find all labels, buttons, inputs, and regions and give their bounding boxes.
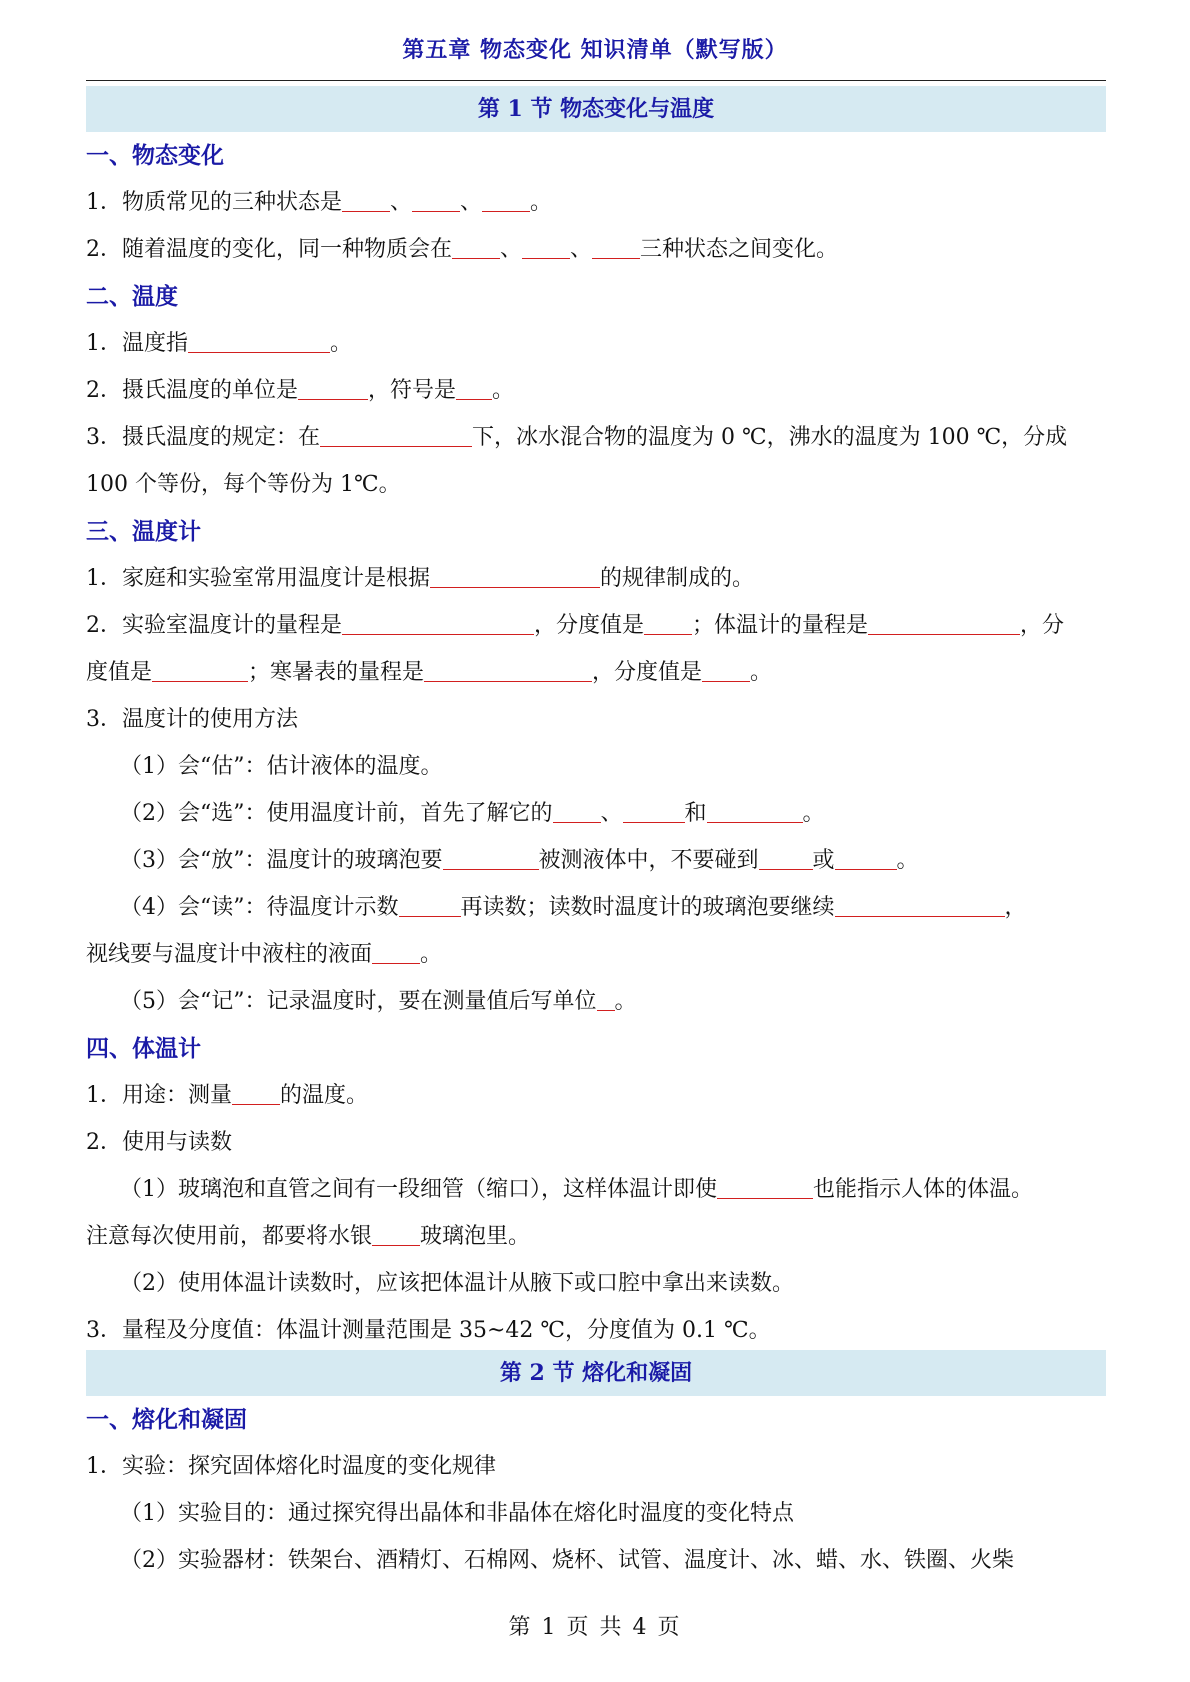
blank[interactable]	[522, 234, 570, 259]
line-temp-def: 1．温度指 。	[86, 320, 1106, 367]
line-usage-4: （4）会“读”：待温度计示数 再读数；读数时温度计的玻璃泡要继续 ，	[86, 884, 1106, 931]
line-state-change: 2．随着温度的变化，同一种物质会在 、 、 三种状态之间变化。	[86, 226, 1106, 273]
blank[interactable]	[298, 375, 368, 400]
heading-melting: 一、熔化和凝固	[86, 1406, 247, 1433]
blank[interactable]	[707, 798, 803, 823]
blank[interactable]	[702, 657, 750, 682]
blank[interactable]	[188, 328, 330, 353]
section-band-1: 第 1 节 物态变化与温度	[86, 86, 1106, 132]
line-usage-1: （1）会“估”：估计液体的温度。	[120, 754, 443, 779]
document-title: 第五章 物态变化 知识清单（默写版）	[402, 37, 788, 63]
blank[interactable]	[443, 845, 539, 870]
section-2-content	[86, 1396, 1106, 1584]
blank[interactable]	[644, 610, 692, 635]
line-celsius-unit: 2．摄氏温度的单位是 ，符号是 。	[86, 367, 1106, 414]
blank[interactable]	[232, 1080, 280, 1105]
blank[interactable]	[152, 657, 248, 682]
blank[interactable]	[835, 892, 1005, 917]
section-band-2: 第 2 节 熔化和凝固	[86, 1350, 1106, 1396]
line-usage-5: （5）会“记”：记录温度时，要在测量值后写单位 。	[86, 978, 1106, 1025]
blank[interactable]	[482, 187, 530, 212]
blank[interactable]	[592, 234, 640, 259]
heading-thermometer: 三、温度计	[86, 518, 201, 545]
line-usage-4-cont: 视线要与温度计中液柱的液面 。	[86, 931, 1106, 978]
line-experiment: 1．实验：探究固体熔化时温度的变化规律	[86, 1454, 496, 1479]
line-usage-2: （2）会“选”：使用温度计前，首先了解它的 、 和 。	[86, 790, 1106, 837]
line-usage-3: （3）会“放”：温度计的玻璃泡要 被测液体中，不要碰到 或 。	[86, 837, 1106, 884]
blank[interactable]	[835, 845, 897, 870]
line-clinical-1: （1）玻璃泡和直管之间有一段细管（缩口），这样体温计即使 也能指示人体的体温。	[86, 1166, 1106, 1213]
line-range-a: 2．实验室温度计的量程是 ，分度值是 ；体温计的量程是 ，分	[86, 602, 1106, 649]
blank[interactable]	[868, 610, 1020, 635]
line-usage: 3．温度计的使用方法	[86, 707, 298, 732]
blank[interactable]	[372, 939, 420, 964]
section-1-content	[86, 132, 1106, 1354]
heading-states: 一、物态变化	[86, 142, 224, 169]
line-clinical-2: （2）使用体温计读数时，应该把体温计从腋下或口腔中拿出来读数。	[120, 1271, 794, 1296]
line-celsius-rule-cont: 100 个等份，每个等份为 1℃。	[86, 472, 401, 497]
line-clinical-range: 3．量程及分度值：体温计测量范围是 35~42 ℃，分度值为 0.1 ℃。	[86, 1318, 771, 1343]
line-clinical-1-cont: 注意每次使用前，都要将水银 玻璃泡里。	[86, 1213, 1106, 1260]
blank[interactable]	[456, 375, 492, 400]
line-three-states: 1．物质常见的三种状态是 、 、 。	[86, 179, 1106, 226]
line-clinical-use: 1．用途：测量 的温度。	[86, 1072, 1106, 1119]
blank[interactable]	[342, 187, 390, 212]
line-experiment-equipment: （2）实验器材：铁架台、酒精灯、石棉网、烧杯、试管、温度计、冰、蜡、水、铁圈、火柴	[120, 1548, 1015, 1573]
title-divider	[86, 80, 1106, 81]
line-celsius-rule: 3．摄氏温度的规定：在 下，冰水混合物的温度为 0 ℃，沸水的温度为 100 ℃，分成	[86, 414, 1106, 461]
blank[interactable]	[320, 422, 472, 447]
blank[interactable]	[399, 892, 461, 917]
blank[interactable]	[623, 798, 685, 823]
blank[interactable]	[717, 1174, 813, 1199]
blank[interactable]	[759, 845, 813, 870]
heading-clinical-thermometer: 四、体温计	[86, 1035, 201, 1062]
blank[interactable]	[412, 187, 460, 212]
line-experiment-goal: （1）实验目的：通过探究得出晶体和非晶体在熔化时温度的变化特点	[120, 1501, 794, 1526]
blank[interactable]	[452, 234, 500, 259]
blank[interactable]	[372, 1221, 420, 1246]
line-range-b: 度值是 ；寒暑表的量程是 ，分度值是 。	[86, 649, 1106, 696]
heading-temperature: 二、温度	[86, 283, 178, 310]
blank[interactable]	[553, 798, 601, 823]
page-footer: 第 1 页 共 4 页	[508, 1615, 682, 1640]
blank[interactable]	[342, 610, 534, 635]
line-clinical-reading: 2．使用与读数	[86, 1130, 232, 1155]
line-thermometer-principle: 1．家庭和实验室常用温度计是根据 的规律制成的。	[86, 555, 1106, 602]
blank[interactable]	[424, 657, 592, 682]
blank[interactable]	[597, 986, 615, 1011]
blank[interactable]	[430, 563, 600, 588]
